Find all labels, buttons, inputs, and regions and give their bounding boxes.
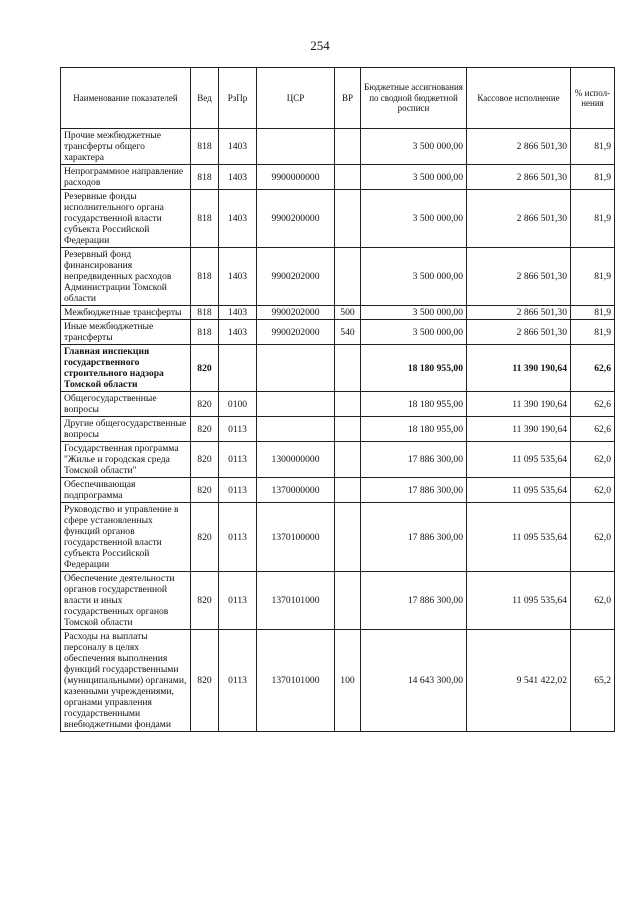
cell-percent: 62,6 bbox=[571, 345, 615, 392]
table-row bbox=[61, 320, 615, 345]
cell-budget: 17 886 300,00 bbox=[361, 503, 467, 572]
table-body bbox=[61, 129, 615, 732]
cell-budget: 3 500 000,00 bbox=[361, 306, 467, 320]
header-budget: Бюджетные ассигнования по сводной бюджетной росписи bbox=[361, 68, 467, 129]
cell-ved: 820 bbox=[191, 478, 219, 503]
cell-percent: 81,9 bbox=[571, 190, 615, 248]
cell-cash: 2 866 501,30 bbox=[467, 306, 571, 320]
cell-name: Резервные фонды исполнительного органа государственной власти субъекта Российской Федерации bbox=[61, 190, 191, 248]
cell-percent: 65,2 bbox=[571, 630, 615, 732]
cell-vr: 500 bbox=[335, 306, 361, 320]
table-row bbox=[61, 572, 615, 630]
cell-csr bbox=[257, 392, 335, 417]
header-name: Наименование показателей bbox=[61, 68, 191, 129]
cell-rzpr: 0113 bbox=[219, 478, 257, 503]
cell-vr bbox=[335, 442, 361, 478]
cell-vr: 100 bbox=[335, 630, 361, 732]
table-row bbox=[61, 478, 615, 503]
cell-percent: 62,0 bbox=[571, 442, 615, 478]
cell-rzpr: 0113 bbox=[219, 503, 257, 572]
cell-cash: 11 390 190,64 bbox=[467, 417, 571, 442]
cell-name: Расходы на выплаты персоналу в целях обеспечения выполнения функций государственными (муниципальными) органами, казенными учреждениями, органами управления государственными внебюджетными фондами bbox=[61, 630, 191, 732]
cell-name: Непрограммное направление расходов bbox=[61, 165, 191, 190]
cell-csr bbox=[257, 417, 335, 442]
cell-vr bbox=[335, 248, 361, 306]
cell-rzpr: 0113 bbox=[219, 442, 257, 478]
cell-rzpr: 1403 bbox=[219, 190, 257, 248]
cell-cash: 2 866 501,30 bbox=[467, 320, 571, 345]
table-row bbox=[61, 190, 615, 248]
table-row bbox=[61, 630, 615, 732]
table-row bbox=[61, 417, 615, 442]
cell-percent: 81,9 bbox=[571, 165, 615, 190]
cell-csr: 1370100000 bbox=[257, 503, 335, 572]
cell-percent: 62,0 bbox=[571, 478, 615, 503]
cell-vr bbox=[335, 478, 361, 503]
cell-rzpr: 0113 bbox=[219, 630, 257, 732]
cell-ved: 818 bbox=[191, 248, 219, 306]
cell-percent: 62,0 bbox=[571, 503, 615, 572]
cell-percent: 81,9 bbox=[571, 320, 615, 345]
cell-name: Руководство и управление в сфере установленных функций органов государственной власти субъекта Российской Федерации bbox=[61, 503, 191, 572]
cell-rzpr bbox=[219, 345, 257, 392]
table-row bbox=[61, 503, 615, 572]
cell-rzpr: 1403 bbox=[219, 320, 257, 345]
cell-budget: 3 500 000,00 bbox=[361, 129, 467, 165]
cell-cash: 11 095 535,64 bbox=[467, 503, 571, 572]
cell-budget: 14 643 300,00 bbox=[361, 630, 467, 732]
cell-name: Резервный фонд финансирования непредвиденных расходов Администрации Томской области bbox=[61, 248, 191, 306]
table-header-row bbox=[61, 68, 615, 129]
cell-rzpr: 0113 bbox=[219, 572, 257, 630]
cell-percent: 81,9 bbox=[571, 129, 615, 165]
cell-budget: 3 500 000,00 bbox=[361, 248, 467, 306]
header-cash: Кассовое исполнение bbox=[467, 68, 571, 129]
table-row bbox=[61, 248, 615, 306]
table-row bbox=[61, 165, 615, 190]
cell-csr bbox=[257, 129, 335, 165]
cell-csr: 1370000000 bbox=[257, 478, 335, 503]
cell-budget: 17 886 300,00 bbox=[361, 572, 467, 630]
cell-vr bbox=[335, 129, 361, 165]
cell-budget: 18 180 955,00 bbox=[361, 345, 467, 392]
cell-ved: 820 bbox=[191, 442, 219, 478]
header-csr: ЦСР bbox=[257, 68, 335, 129]
cell-rzpr: 1403 bbox=[219, 306, 257, 320]
cell-cash: 11 390 190,64 bbox=[467, 345, 571, 392]
cell-ved: 818 bbox=[191, 190, 219, 248]
cell-vr bbox=[335, 417, 361, 442]
cell-percent: 62,6 bbox=[571, 417, 615, 442]
cell-percent: 62,6 bbox=[571, 392, 615, 417]
cell-budget: 3 500 000,00 bbox=[361, 320, 467, 345]
cell-vr bbox=[335, 572, 361, 630]
table-row bbox=[61, 306, 615, 320]
cell-budget: 3 500 000,00 bbox=[361, 165, 467, 190]
cell-csr: 9900000000 bbox=[257, 165, 335, 190]
cell-ved: 818 bbox=[191, 320, 219, 345]
cell-budget: 17 886 300,00 bbox=[361, 478, 467, 503]
cell-rzpr: 1403 bbox=[219, 129, 257, 165]
cell-csr bbox=[257, 345, 335, 392]
cell-percent: 81,9 bbox=[571, 306, 615, 320]
cell-ved: 820 bbox=[191, 503, 219, 572]
cell-ved: 818 bbox=[191, 129, 219, 165]
header-percent: % испол-нения bbox=[571, 68, 615, 129]
cell-budget: 18 180 955,00 bbox=[361, 392, 467, 417]
table-row bbox=[61, 345, 615, 392]
cell-csr: 1300000000 bbox=[257, 442, 335, 478]
cell-cash: 11 390 190,64 bbox=[467, 392, 571, 417]
cell-csr: 9900202000 bbox=[257, 320, 335, 345]
cell-cash: 11 095 535,64 bbox=[467, 478, 571, 503]
cell-rzpr: 1403 bbox=[219, 165, 257, 190]
cell-vr bbox=[335, 503, 361, 572]
cell-name: Общегосударственные вопросы bbox=[61, 392, 191, 417]
cell-rzpr: 0113 bbox=[219, 417, 257, 442]
cell-cash: 2 866 501,30 bbox=[467, 190, 571, 248]
cell-vr bbox=[335, 392, 361, 417]
cell-vr: 540 bbox=[335, 320, 361, 345]
cell-cash: 11 095 535,64 bbox=[467, 572, 571, 630]
header-ved: Вед bbox=[191, 68, 219, 129]
cell-ved: 820 bbox=[191, 417, 219, 442]
cell-name: Обеспечивающая подпрограмма bbox=[61, 478, 191, 503]
table-row bbox=[61, 392, 615, 417]
cell-ved: 818 bbox=[191, 165, 219, 190]
page-number: 254 bbox=[310, 38, 330, 53]
cell-csr: 9900200000 bbox=[257, 190, 335, 248]
cell-ved: 820 bbox=[191, 345, 219, 392]
cell-rzpr: 1403 bbox=[219, 248, 257, 306]
cell-name: Прочие межбюджетные трансферты общего характера bbox=[61, 129, 191, 165]
cell-cash: 2 866 501,30 bbox=[467, 165, 571, 190]
cell-vr bbox=[335, 165, 361, 190]
cell-vr bbox=[335, 190, 361, 248]
cell-ved: 820 bbox=[191, 392, 219, 417]
cell-percent: 81,9 bbox=[571, 248, 615, 306]
budget-execution-table bbox=[60, 67, 615, 732]
table-row bbox=[61, 129, 615, 165]
cell-budget: 18 180 955,00 bbox=[361, 417, 467, 442]
table-row bbox=[61, 442, 615, 478]
cell-csr: 1370101000 bbox=[257, 630, 335, 732]
cell-name: Обеспечение деятельности органов государственной власти и иных государственных органов Томской области bbox=[61, 572, 191, 630]
cell-cash: 2 866 501,30 bbox=[467, 248, 571, 306]
header-rzpr: РзПр bbox=[219, 68, 257, 129]
cell-rzpr: 0100 bbox=[219, 392, 257, 417]
cell-cash: 9 541 422,02 bbox=[467, 630, 571, 732]
cell-percent: 62,0 bbox=[571, 572, 615, 630]
cell-ved: 820 bbox=[191, 630, 219, 732]
header-vr: ВР bbox=[335, 68, 361, 129]
cell-name: Главная инспекция государственного строительного надзора Томской области bbox=[61, 345, 191, 392]
cell-budget: 17 886 300,00 bbox=[361, 442, 467, 478]
cell-cash: 2 866 501,30 bbox=[467, 129, 571, 165]
cell-csr: 9900202000 bbox=[257, 248, 335, 306]
cell-ved: 818 bbox=[191, 306, 219, 320]
cell-name: Другие общегосударственные вопросы bbox=[61, 417, 191, 442]
cell-name: Иные межбюджетные трансферты bbox=[61, 320, 191, 345]
cell-name: Межбюджетные трансферты bbox=[61, 306, 191, 320]
cell-csr: 9900202000 bbox=[257, 306, 335, 320]
cell-name: Государственная программа "Жилье и городская среда Томской области" bbox=[61, 442, 191, 478]
cell-cash: 11 095 535,64 bbox=[467, 442, 571, 478]
cell-ved: 820 bbox=[191, 572, 219, 630]
cell-budget: 3 500 000,00 bbox=[361, 190, 467, 248]
cell-csr: 1370101000 bbox=[257, 572, 335, 630]
cell-vr bbox=[335, 345, 361, 392]
